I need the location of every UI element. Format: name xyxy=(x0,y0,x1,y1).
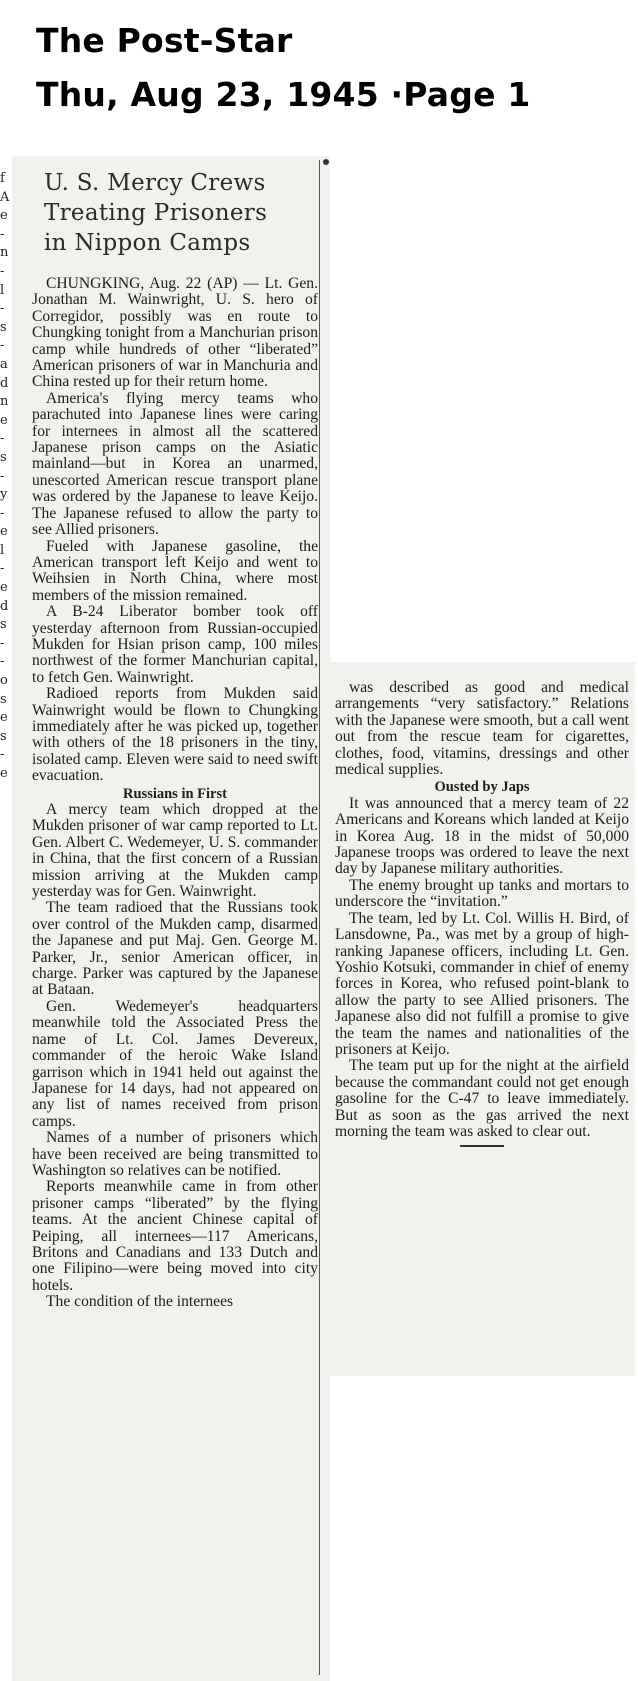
headline-line: U. S. Mercy Crews xyxy=(44,170,266,196)
fragment-letter: - xyxy=(0,747,5,763)
paragraph: CHUNGKING, Aug. 22 (AP) — Lt. Gen. Jonathan M. Wainwright, U. S. hero of Corregidor, possibly was en route to Chungking tonight from a Manchurian prison camp while hundreds of other “liberated” American prisoners of war in Manchuria and China rested up for their return home. xyxy=(32,275,318,391)
end-rule xyxy=(460,1145,504,1147)
paragraph: The team put up for the night at the airfield because the commandant could not get enough gasoline for the C-47 to leave immediately. But as soon as the gas arrived the next morning the team was asked to clear out. xyxy=(335,1057,629,1140)
paragraph: Radioed reports from Mukden said Wainwright would be flown to Chungking immediately after he was picked up, together with others of the 18 prisoners in the tiny, isolated camp. Eleven were said to need swift evacuation. xyxy=(32,685,318,785)
fragment-letter: y xyxy=(0,487,8,503)
dateline: Thu, Aug 23, 1945 ·Page 1 xyxy=(36,75,531,114)
fragment-letter: l xyxy=(0,282,5,298)
fragment-letter: s xyxy=(0,691,7,707)
paragraph: The team radioed that the Russians took over control of the Mukden camp, disarmed the Japanese and put Maj. Gen. George M. Parker, Jr., senior American officer, in charge. Parker was captured by the Japanese at Bataan. xyxy=(32,899,318,999)
fragment-letter: - xyxy=(0,635,5,651)
fragment-letter: e xyxy=(0,208,8,224)
fragment-letter: n xyxy=(0,394,9,410)
paragraph: America's flying mercy teams who parachuted into Japanese lines were caring for internees in almost all the scattered Japanese prison camps on the Asiatic mainland—but in Korea an unarmed, unescorted American rescue transport plane was ordered by the Japanese to leave Keijo. The Japanese refused to allow the party to see Allied prisoners. xyxy=(32,389,318,539)
fragment-letter: s xyxy=(0,449,7,465)
fragment-letter: e xyxy=(0,524,8,540)
paper-name: The Post-Star xyxy=(36,21,293,60)
paragraph: The enemy brought up tanks and mortars to underscore the “invitation.” xyxy=(335,876,629,911)
subheading: Russians in First xyxy=(123,785,227,802)
fragment-letter: o xyxy=(0,673,8,689)
fragment-letter: - xyxy=(0,468,5,484)
headline-line: Treating Prisoners xyxy=(44,200,268,226)
fragment-letter: e xyxy=(0,766,8,781)
fragment-letter: - xyxy=(0,654,5,670)
subheading: Ousted by Japs xyxy=(434,779,530,796)
column-rule xyxy=(319,160,320,1675)
fragment-letter: - xyxy=(0,263,5,279)
fragment-letter: s xyxy=(0,319,7,335)
article-headline xyxy=(44,168,312,258)
paragraph: A B-24 Liberator bomber took off yesterday afternoon from Russian-occupied Mukden for Hsian prison camp, 100 miles northwest of the former Manchurian capital, to fetch Gen. Wainwright. xyxy=(32,603,318,686)
paragraph: Fueled with Japanese gasoline, the American transport left Keijo and went to Weihsien in North China, where most members of the mission remained. xyxy=(32,537,318,604)
article-column-left xyxy=(32,276,318,1311)
article-column-right xyxy=(335,680,629,1147)
fragment-letter: d xyxy=(0,375,9,391)
paragraph: Gen. Wedemeyer's headquarters meanwhile told the Associated Press the name of Lt. Col. James Devereux, commander of the heroic Wake Island garrison which in 1941 held out against the Japanese for 14 days, had not appeared on any list of names received from prison camps. xyxy=(32,997,318,1130)
fragment-letter: l xyxy=(0,542,5,558)
fragment-letter: e xyxy=(0,412,8,428)
fragment-letter: - xyxy=(0,226,5,242)
fragment-letter: s xyxy=(0,728,7,744)
paragraph: Names of a number of prisoners which have been received are being transmitted to Washington so relatives can be notified. xyxy=(32,1129,318,1179)
paragraph: It was announced that a mercy team of 22 Americans and Koreans which landed at Keijo in Korea Aug. 18 in the midst of 50,000 Japanese troops was ordered to leave the next day by Japanese military authorities. xyxy=(335,794,629,878)
headline-line: in Nippon Camps xyxy=(44,230,251,256)
rule-dot xyxy=(323,159,329,165)
fragment-letter: - xyxy=(0,338,5,354)
paragraph: The team, led by Lt. Col. Willis H. Bird, of Lansdowne, Pa., was met by a group of high-ranking Japanese officers, including Lt. Gen. Yoshio Kotsuki, commander in chief of enemy forces in Korea, who refused point-blank to allow the party to see Allied prisoners. The Japanese also did not fulfill a promise to give the team the names and nationalities of the prisoners at Keijo. xyxy=(335,909,629,1058)
paragraph: A mercy team which dropped at the Mukden prisoner of war camp reported to Lt. Gen. Albert C. Wedemeyer, U. S. commander in China, that the first concern of a Russian mission arriving at the Mukden camp yesterday was for Gen. Wainwright. xyxy=(32,801,318,901)
adjacent-column-fragment xyxy=(0,170,10,1670)
masthead xyxy=(36,14,531,122)
fragment-letter: n xyxy=(0,245,9,261)
fragment-letter: A xyxy=(0,189,10,205)
fragment-letter: f xyxy=(0,171,5,186)
paragraph: The condition of the internees xyxy=(46,1293,234,1311)
fragment-letter: - xyxy=(0,561,5,577)
fragment-letter: a xyxy=(0,356,8,372)
fragment-letter: e xyxy=(0,580,8,596)
fragment-letter: - xyxy=(0,431,5,447)
fragment-letter: s xyxy=(0,617,7,633)
paragraph: Reports meanwhile came in from other prisoner camps “liberated” by the flying teams. At the ancient Chinese capital of Peiping, all internees—117 Americans, Britons and Canadians and 133 Dutch and one Filipino—were being moved into city hotels. xyxy=(32,1178,318,1294)
paragraph: was described as good and medical arrangements “very satisfactory.” Relations with the Japanese were smooth, but a call went out from the rescue team for cigarettes, clothes, food, vitamins, dressings and other medical supplies. xyxy=(335,679,629,779)
fragment-letter: d xyxy=(0,598,9,614)
fragment-letter: - xyxy=(0,301,5,317)
fragment-letter: - xyxy=(0,505,5,521)
fragment-letter: e xyxy=(0,710,8,726)
